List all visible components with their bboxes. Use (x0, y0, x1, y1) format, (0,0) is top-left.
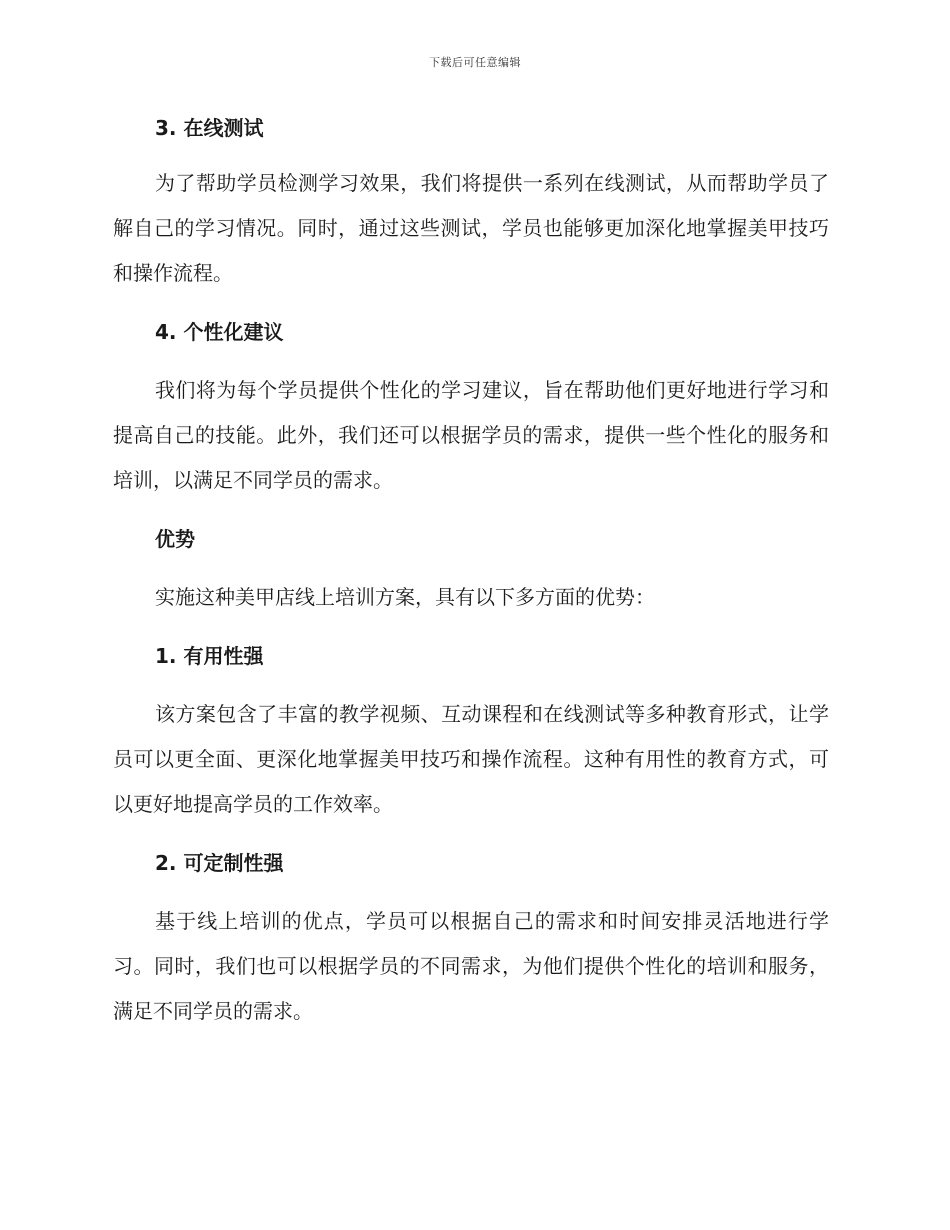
section-paragraph-customizability: 基于线上培训的优点，学员可以根据自己的需求和时间安排灵活地进行学习。同时，我们也可以根据学员的不同需求，为他们提供个性化的培训和服务，满足不同学员的需求。 (113, 909, 829, 1023)
section-paragraph-online-test: 为了帮助学员检测学习效果，我们将提供一系列在线测试，从而帮助学员了解自己的学习情况。同时，通过这些测试，学员也能够更加深化地掌握美甲技巧和操作流程。 (113, 171, 829, 285)
section-heading-advantages: 优势 (155, 527, 195, 551)
header-note: 下载后可任意编辑 (429, 56, 521, 69)
section-heading-personalized-advice: 4. 个性化建议 (155, 320, 284, 344)
section-paragraph-advantages: 实施这种美甲店线上培训方案，具有以下多方面的优势： (155, 585, 655, 609)
section-heading-customizability: 2. 可定制性强 (155, 851, 284, 875)
section-heading-online-test: 3. 在线测试 (155, 116, 264, 140)
section-heading-usefulness: 1. 有用性强 (155, 644, 264, 668)
document-body (113, 112, 829, 1034)
section-paragraph-personalized-advice: 我们将为每个学员提供个性化的学习建议，旨在帮助他们更好地进行学习和提高自己的技能。此外，我们还可以根据学员的需求，提供一些个性化的服务和培训，以满足不同学员的需求。 (113, 378, 829, 492)
section-paragraph-usefulness: 该方案包含了丰富的教学视频、互动课程和在线测试等多种教育形式，让学员可以更全面、更深化地掌握美甲技巧和操作流程。这种有用性的教育方式，可以更好地提高学员的工作效率。 (113, 702, 829, 816)
